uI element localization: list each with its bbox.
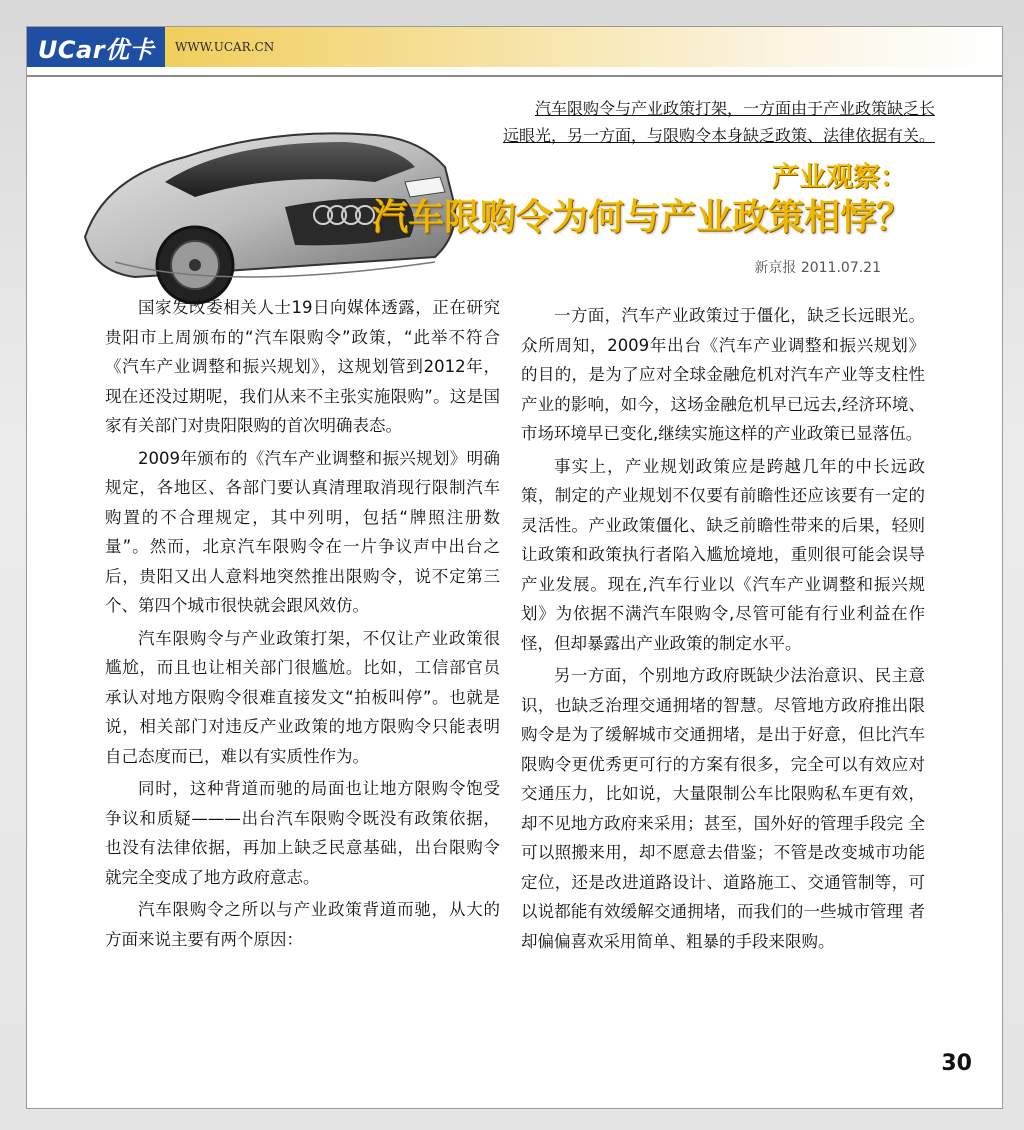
summary-line-1: 汽车限购令与产业政策打架，一方面由于产业政策缺乏长 xyxy=(534,99,935,118)
header-divider xyxy=(27,75,1002,77)
paragraph: 汽车限购令与产业政策打架，不仅让产业政策很尴尬，而且也让相关部门很尴尬。比如，工信部官员承认对地方限购令很难直接发文“拍板叫停”。也就是说，相关部门对违反产业政策的地方限购令只能表明自己态度而已，难以有实质性作为。 xyxy=(105,628,500,766)
paragraph: 2009年颁布的《汽车产业调整和振兴规划》明确规定，各地区、各部门要认真清理取消现行限制汽车购置的不合理规定，其中列明，包括“牌照注册数 量”。然而，北京汽车限购令在一片争议声中出台之后，贵阳又出人意料地突然推出限购令，说不定第三个、第四个城市很快就会跟风效仿。 xyxy=(105,448,500,615)
paragraph: 汽车限购令之所以与产业政策背道而驰，从大的方面来说主要有两个原因： xyxy=(105,900,500,949)
article-column-left xyxy=(105,293,500,957)
article-kicker: 产业观察： xyxy=(772,162,907,193)
paragraph: 国家发改委相关人士19日向媒体透露，正在研究贵阳市上周颁布的“汽车限购令”政策，“此举不符合《汽车产业调整和振兴规划》，这规划管到2012年，现在还没过期呢，我们从来不主张实施限购”。这是国家有关部门对贵阳限购的首次明确表态。 xyxy=(105,298,500,435)
summary-line-2: 远眼光，另一方面，与限购令本身缺乏政策、法律依据有关。 xyxy=(502,126,935,145)
paragraph: 事实上，产业规划政策应是跨越几年的中长远政策，制定的产业规划不仅要有前瞻性还应该要有一定的灵活性。产业政策僵化、缺乏前瞻性带来的后果，轻则 让政策和政策执行者陷入尴尬境地，重则很可能会误导产业发展。现在,汽车行业以《汽车产业调整和振兴规划》为依据不满汽车限购令,尽管可能有行业利益在作怪，但却暴露出产业政策的制定水平。 xyxy=(521,456,925,653)
article-summary xyxy=(387,95,935,149)
article-source-date: 新京报 2011.07.21 xyxy=(754,260,881,276)
paragraph: 另一方面，个别地方政府既缺少法治意识、民主意识，也缺乏治理交通拥堵的智慧。尽管地方政府推出限购令是为了缓解城市交通拥堵，是出于好意，但比汽车限购令更优秀更可行的方案有很多，完全可以有效应对交通压力，比如说，大量限制公车比限购私车更有效，却不见地方政府来采用；甚至，国外好的管理手段完 全可以照搬来用，却不愿意去借鉴；不管是改变城市功能定位，还是改进道路设计、道路施工、交通管制等，可以说都能有效缓解交通拥堵，而我们的一些城市管理 者却偏偏喜欢采用简单、粗暴的手段来限购。 xyxy=(521,666,925,951)
header-url-band xyxy=(165,27,1002,67)
paragraph: 一方面，汽车产业政策过于僵化，缺乏长远眼光。众所周知，2009年出台《汽车产业调整和振兴规划》的目的，是为了应对全球金融危机对汽车产业等支柱性产业的影响，如今，这场金融危机早已远去,经济环境、市场环境早已变化,继续实施这样的产业政策已显落伍。 xyxy=(521,306,925,443)
site-url: WWW.UCAR.CN xyxy=(175,40,275,54)
article-headline: 汽车限购令为何与产业政策相悖？ xyxy=(371,197,912,238)
magazine-page xyxy=(26,26,1003,1109)
article-column-right xyxy=(521,301,925,959)
paragraph: 同时，这种背道而驰的局面也让地方限购令饱受争议和质疑———出台汽车限购令既没有政策依据，也没有法律依据，再加上缺乏民意基础，出台限购令就完全变成了地方政府意志。 xyxy=(105,779,500,887)
page-number: 30 xyxy=(941,1051,972,1076)
ucar-logo: UCar优卡 xyxy=(27,27,165,67)
